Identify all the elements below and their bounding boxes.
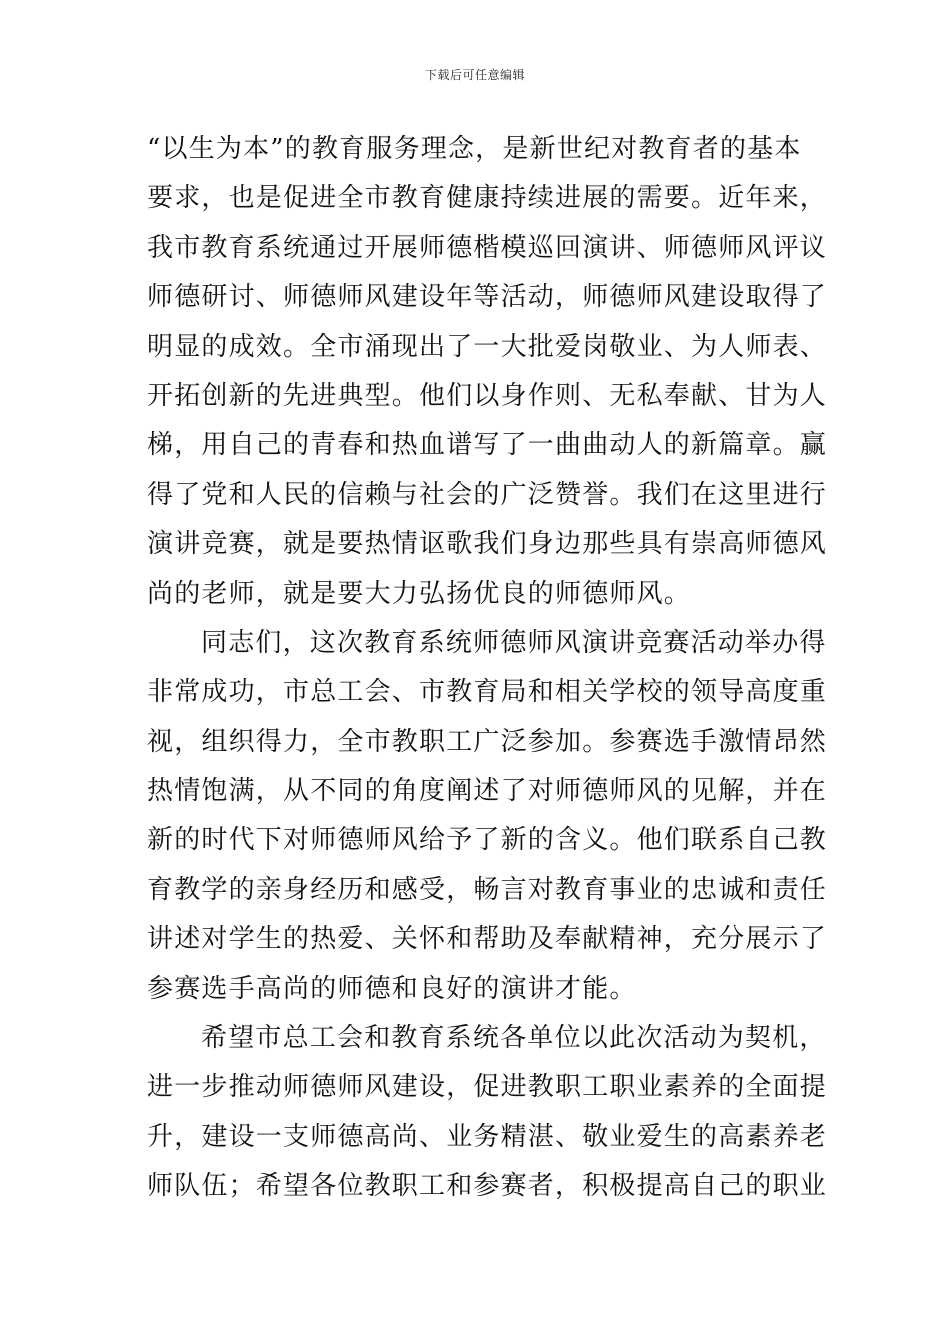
paragraph-2 bbox=[147, 619, 828, 1014]
page-header: 下载后可任意编辑 bbox=[424, 68, 525, 82]
text-line: 育教学的亲身经历和感受，畅言对教育事业的忠诚和责任 bbox=[147, 874, 828, 905]
paragraph-1 bbox=[147, 125, 828, 619]
document-body bbox=[147, 125, 828, 1212]
text-line: 参赛选手高尚的师德和良好的演讲才能。 bbox=[147, 973, 637, 1004]
text-line: 演讲竞赛，就是要热情讴歌我们身边那些具有崇高师德风 bbox=[147, 529, 828, 560]
text-line: 我市教育系统通过开展师德楷模巡回演讲、师德师风评议 bbox=[147, 232, 828, 263]
text-line: 梯，用自己的青春和热血谱写了一曲曲动人的新篇章。赢 bbox=[147, 430, 828, 461]
text-line: 明显的成效。全市涌现出了一大批爱岗敬业、为人师表、 bbox=[147, 331, 828, 362]
text-line: 师德研讨、师德师风建设年等活动，师德师风建设取得了 bbox=[147, 282, 828, 313]
text-line: 新的时代下对师德师风给予了新的含义。他们联系自己教 bbox=[147, 825, 828, 856]
text-line: 进一步推动师德师风建设，促进教职工职业素养的全面提 bbox=[147, 1072, 828, 1103]
text-line: 视，组织得力，全市教职工广泛参加。参赛选手激情昂然 bbox=[147, 726, 828, 757]
text-line: 师队伍；希望各位教职工和参赛者，积极提高自己的职业 bbox=[147, 1171, 828, 1202]
text-line: 得了党和人民的信赖与社会的广泛赞誉。我们在这里进行 bbox=[147, 479, 828, 510]
text-line: “以生为本”的教育服务理念，是新世纪对教育者的基本 bbox=[147, 134, 802, 164]
text-line: 要求，也是促进全市教育健康持续进展的需要。近年来， bbox=[147, 183, 828, 214]
text-line: 升，建设一支师德高尚、业务精湛、敬业爱生的高素养老 bbox=[147, 1121, 828, 1152]
text-line: 尚的老师，就是要大力弘扬优良的师德师风。 bbox=[147, 578, 692, 609]
paragraph-3 bbox=[147, 1014, 828, 1212]
text-line: 开拓创新的先进典型。他们以身作则、无私奉献、甘为人 bbox=[147, 380, 828, 411]
text-line: 热情饱满，从不同的角度阐述了对师德师风的见解，并在 bbox=[147, 776, 828, 807]
text-line: 希望市总工会和教育系统各单位以此次活动为契机， bbox=[201, 1023, 827, 1054]
text-line: 讲述对学生的热爱、关怀和帮助及奉献精神，充分展示了 bbox=[147, 924, 828, 955]
text-line: 非常成功，市总工会、市教育局和相关学校的领导高度重 bbox=[147, 677, 828, 708]
text-line: 同志们，这次教育系统师德师风演讲竞赛活动举办得 bbox=[201, 627, 827, 658]
